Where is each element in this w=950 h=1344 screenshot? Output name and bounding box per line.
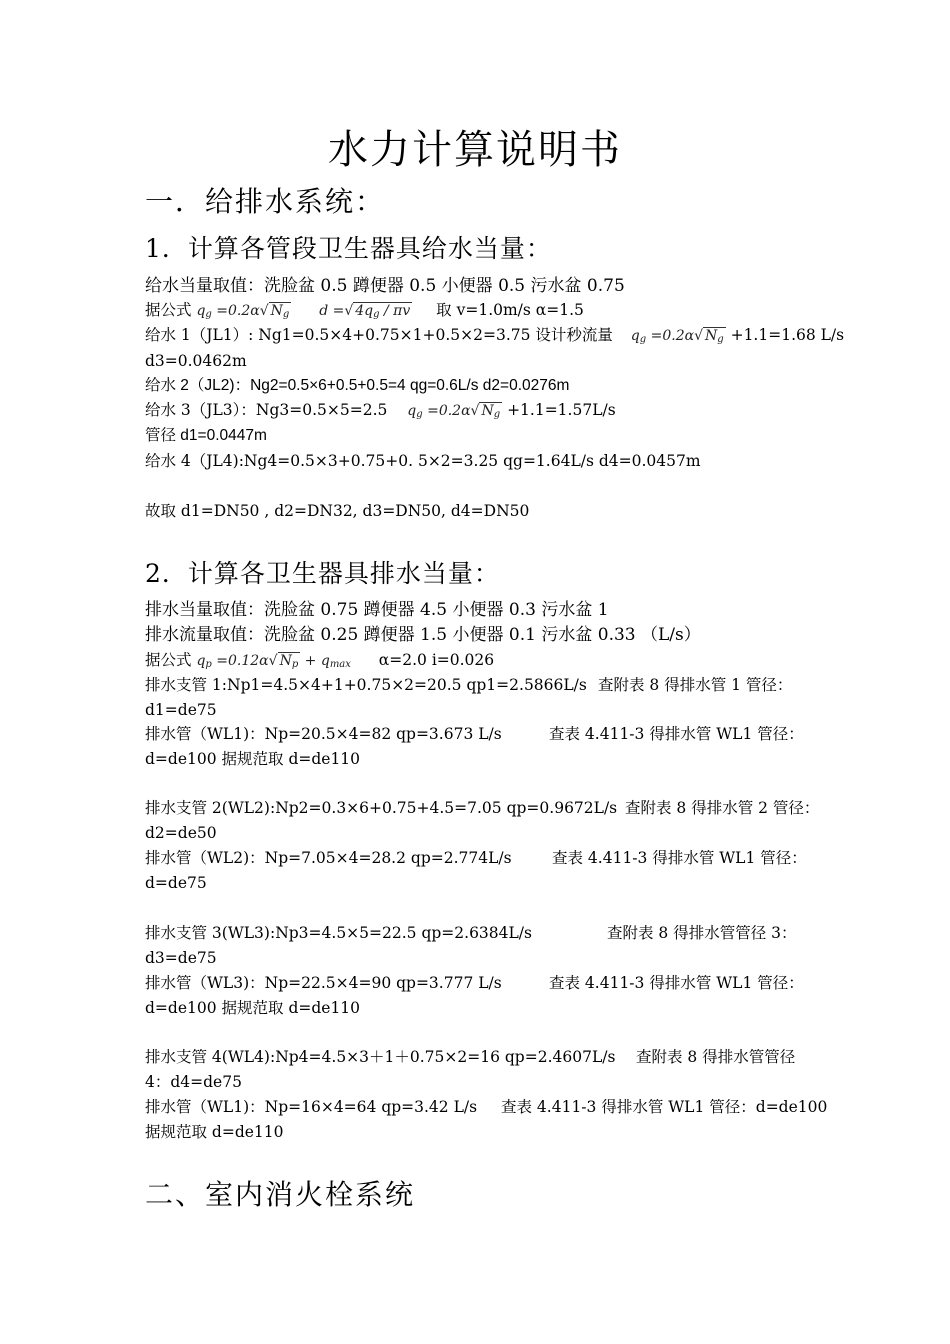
wl2-branch-calc: 排水支管 2(WL2):Np2=0.3×6+0.75+4.5=7.05 qp=0.9672L/s: [145, 799, 618, 817]
wl1-branch-diameter: d1=de75: [145, 701, 217, 719]
wl3-branch-line: [145, 922, 825, 944]
wl3-branch-diameter: d3=de75: [145, 949, 217, 967]
wl3-branch-calc: 排水支管 3(WL3):Np3=4.5×5=22.5 qp=2.6384L/s: [145, 924, 532, 942]
supply-jl4-line: 给水 4（JL4):Ng4=0.5×3+0.75+0. 5×2=3.25 qg=1.64L/s d4=0.0457m: [145, 452, 701, 470]
wl3-pipe-diameter: d=de100 据规范取 d=de110: [145, 999, 361, 1017]
wl3-pipe-line: [145, 972, 825, 994]
drain-formula-params: α=2.0 i=0.026: [378, 651, 495, 669]
wl2-branch-lookup: 查附表 8 得排水管 2 管径：: [625, 799, 820, 817]
supply-jl3-line: [145, 399, 825, 426]
wl1-branch-line: [145, 674, 825, 696]
wl2-pipe-diameter: d=de75: [145, 874, 207, 892]
wl4-pipe-lookup: 查表 4.411-3 得排水管 WL1 管径：d=de100: [501, 1098, 828, 1116]
wl1-pipe-lookup: 查表 4.411-3 得排水管 WL1 管径：: [549, 725, 804, 743]
supply-conclusion: 故取 d1=DN50 , d2=DN32, d3=DN50, d4=DN50: [145, 502, 530, 520]
supply-formula-line: [145, 299, 825, 326]
wl1-pipe-diameter: d=de100 据规范取 d=de110: [145, 750, 361, 768]
supply-fixture-values: 给水当量取值：洗脸盆 0.5 蹲便器 0.5 小便器 0.5 污水盆 0.75: [145, 276, 625, 296]
pipe-diameter-formula: d =√ 4qg / πv: [319, 303, 411, 320]
formula-params: 取 v=1.0m/s α=1.5: [436, 301, 584, 319]
section-heading-fire-hydrant: 二、室内消火栓系统: [145, 1178, 416, 1211]
supply-jl3-diameter: 管径 d1=0.0447m: [145, 427, 267, 444]
jl1-tail: +1.1=1.68 L/s: [730, 326, 845, 344]
wl4-pipe-line: [145, 1096, 828, 1118]
wl2-pipe-lookup: 查表 4.411-3 得排水管 WL1 管径：: [552, 849, 807, 867]
wl1-pipe-calc: 排水管（WL1)：Np=20.5×4=82 qp=3.673 L/s: [145, 725, 502, 743]
drain-flow-formula: qp =0.12α√ Np + qmax: [196, 653, 351, 670]
wl4-branch-diameter: 4：d4=de75: [145, 1073, 242, 1091]
subsection-heading-drain-equivalent: 2．计算各卫生器具排水当量：: [145, 559, 500, 588]
drain-flow-values: 排水流量取值：洗脸盆 0.25 蹲便器 1.5 小便器 0.1 污水盆 0.33 （L/s）: [145, 625, 701, 645]
wl3-branch-lookup: 查附表 8 得排水管管径 3：: [607, 924, 797, 942]
wl4-branch-calc: 排水支管 4(WL4):Np4=4.5×3＋1＋0.75×2=16 qp=2.4607L/s: [145, 1048, 616, 1066]
supply-jl1-diameter: d3=0.0462m: [145, 352, 247, 370]
jl3-text: 给水 3（JL3）：Ng3=0.5×5=2.5: [145, 401, 388, 419]
wl2-pipe-calc: 排水管（WL2)：Np=7.05×4=28.2 qp=2.774L/s: [145, 849, 512, 867]
supply-jl2-line: 给水 2（JL2)：Ng2=0.5×6+0.5+0.5=4 qg=0.6L/s d2=0.0276m: [145, 377, 570, 394]
jl1-text: 给水 1（JL1）: Ng1=0.5×4+0.75×1+0.5×2=3.75 设计秒流量: [145, 326, 613, 344]
subsection-heading-supply-equivalent: 1．计算各管段卫生器具给水当量：: [145, 234, 552, 263]
supply-jl1-line: [145, 324, 845, 351]
wl2-pipe-line: [145, 847, 825, 869]
wl3-pipe-calc: 排水管（WL3)：Np=22.5×4=90 qp=3.777 L/s: [145, 974, 502, 992]
jl1-flow-formula: qg =0.2α√ Ng: [630, 328, 724, 345]
wl2-branch-line: [145, 797, 825, 819]
wl3-pipe-lookup: 查表 4.411-3 得排水管 WL1 管径：: [549, 974, 804, 992]
wl1-branch-calc: 排水支管 1:Np1=4.5×4+1+0.75×2=20.5 qp1=2.5866L/s: [145, 676, 587, 694]
drain-formula-prefix: 据公式: [145, 651, 192, 669]
supply-flow-formula: qg =0.2α√ Ng: [196, 303, 290, 320]
wl4-pipe-diameter: 据规范取 d=de110: [145, 1123, 284, 1141]
wl4-branch-lookup: 查附表 8 得排水管管径: [636, 1048, 796, 1066]
wl1-pipe-line: [145, 723, 825, 745]
wl1-branch-lookup: 查附表 8 得排水管 1 管径：: [598, 676, 793, 694]
section-heading-drainage-system: 一．给排水系统：: [145, 185, 386, 218]
wl4-branch-line: [145, 1046, 825, 1068]
drain-formula-line: [145, 649, 825, 676]
jl3-tail: +1.1=1.57L/s: [507, 401, 616, 419]
drain-equivalent-values: 排水当量取值：洗脸盆 0.75 蹲便器 4.5 小便器 0.3 污水盆 1: [145, 600, 609, 620]
wl2-branch-diameter: d2=de50: [145, 824, 217, 842]
document-title: 水力计算说明书: [328, 127, 622, 173]
wl4-pipe-calc: 排水管（WL1)：Np=16×4=64 qp=3.42 L/s: [145, 1098, 478, 1116]
formula-prefix: 据公式: [145, 301, 192, 319]
jl3-flow-formula: qg =0.2α√ Ng: [407, 403, 501, 420]
